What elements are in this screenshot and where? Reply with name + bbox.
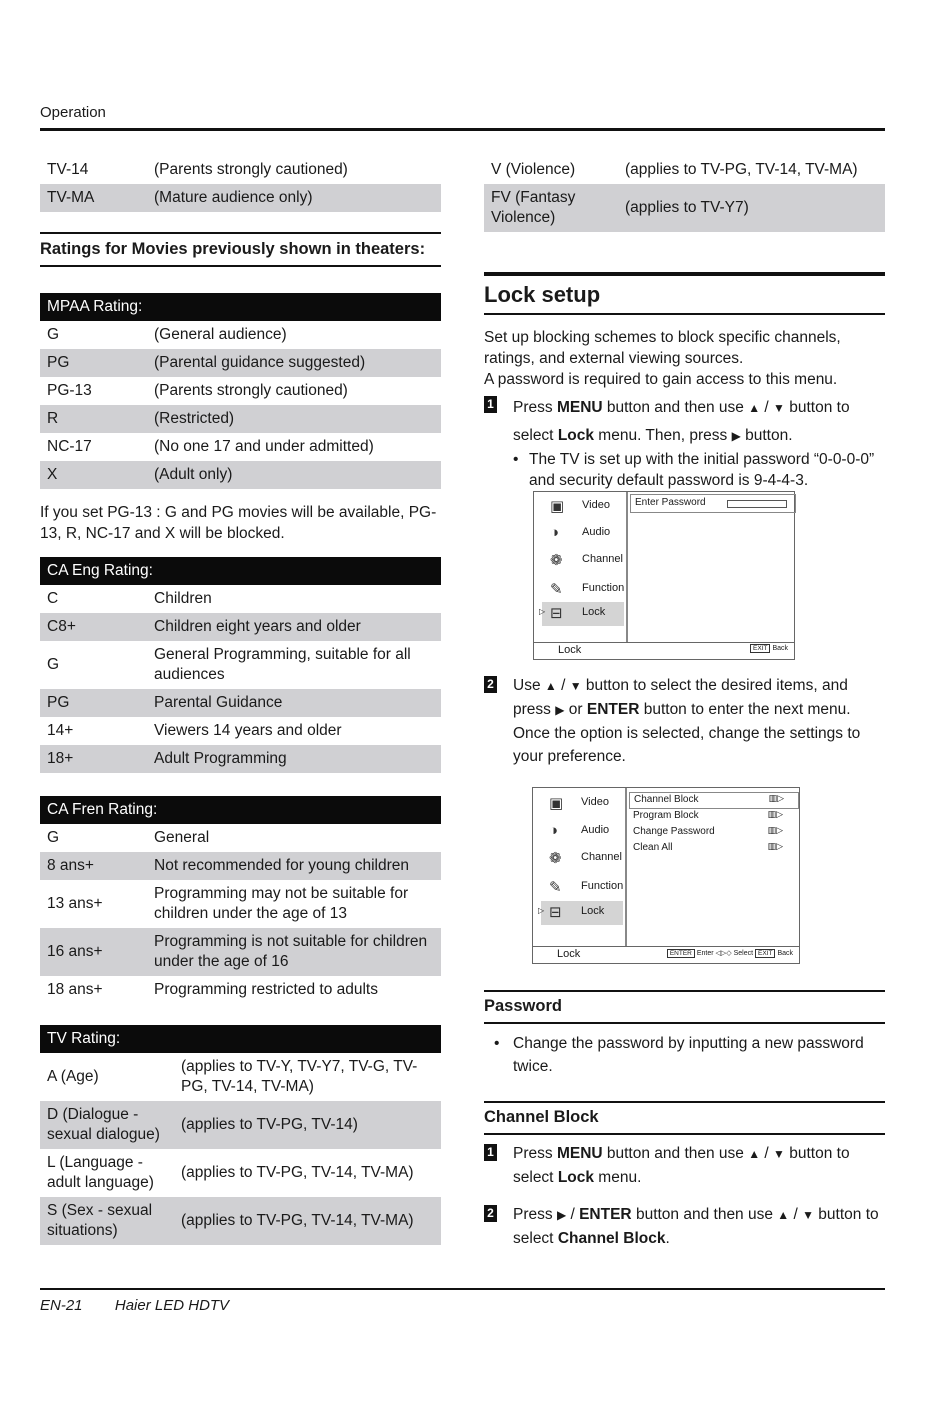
header-rule (40, 128, 885, 131)
video-icon: ▣ (550, 498, 565, 515)
lock-options-list (629, 790, 795, 860)
audio-icon: ◑ (550, 524, 560, 541)
enter-password-label: Enter Password (635, 497, 706, 508)
step-number: 1 (484, 1144, 497, 1161)
down-arrow-icon: ▼ (773, 401, 785, 415)
rating-desc: Adult Programming (147, 745, 441, 773)
text: Press (513, 399, 557, 416)
channel-icon: ❁ (549, 850, 562, 867)
right-arrow-icon: ▶ (556, 1208, 567, 1222)
password-note (494, 1032, 885, 1078)
ca-eng-table (40, 557, 441, 773)
text: button to select (513, 1145, 850, 1186)
arrow-icon: ▥▷ (767, 825, 783, 835)
enter-key: ENTER (586, 701, 640, 718)
rating-desc: (Parents strongly cautioned) (154, 382, 348, 399)
arrow-icon: ▥▷ (767, 809, 783, 819)
function-icon: ✎ (550, 581, 563, 598)
nav-arrows-icon: ◁▷◇ (715, 950, 732, 957)
up-arrow-icon: ▲ (748, 401, 761, 415)
menu-item-function: ✎ Function (549, 879, 624, 896)
menu-footer (534, 642, 794, 659)
menu-item-channel: ❁ Channel (549, 850, 622, 867)
password-field (727, 500, 787, 508)
menu-item-function: ✎ Function (550, 581, 625, 598)
tv-rating-table (40, 1025, 441, 1245)
text: button and then use (602, 1145, 749, 1162)
rating-desc: (applies to TV-Y7) (618, 184, 885, 232)
text: . (665, 1230, 670, 1247)
rating-desc: Programming may not be suitable for children under the age of 13 (154, 885, 409, 922)
up-arrow-icon: ▲ (544, 679, 557, 693)
down-arrow-icon: ▼ (569, 679, 582, 693)
section-label: Operation (40, 104, 106, 121)
pointer-icon: ▷ (539, 607, 546, 616)
enter-label: Enter (696, 950, 714, 957)
text: Press (513, 1145, 557, 1162)
rating-code: NC-17 (47, 438, 92, 455)
tv-rating-continued-table (484, 156, 885, 232)
lock-intro-text-2: A password is required to gain access to this menu. (484, 371, 838, 388)
rating-code: 14+ (47, 722, 74, 739)
enter-key: ENTER (667, 949, 695, 958)
select-label: Select (733, 950, 754, 957)
footer-label: Lock (557, 948, 581, 960)
rating-code: R (40, 405, 147, 433)
audio-icon: ◑ (549, 822, 559, 839)
page-footer (40, 1297, 229, 1314)
option-channel-block: Channel Block ▥▷ (629, 792, 799, 809)
rating-code: C8+ (40, 613, 147, 641)
rating-code: 18 ans+ (47, 981, 103, 998)
menu-item-lock: ▷ ⊟ Lock (541, 901, 623, 925)
menu-item-lock: ▷ ⊟ Lock (542, 602, 624, 626)
up-arrow-icon: ▲ (777, 1208, 790, 1222)
footer-label: Lock (558, 644, 582, 656)
step-number: 1 (484, 396, 497, 413)
rating-code: C (47, 590, 59, 607)
rating-code: TV-MA (40, 184, 147, 212)
pg13-note: If you set PG-13 : G and PG movies will be available, PG-13, R, NC-17 and X will be blocked. (40, 504, 437, 542)
back-label: Back (772, 645, 788, 652)
channel-block-step-1: 1 Press MENU button and then use ▲ / ▼ button to select Lock menu. (484, 1142, 885, 1189)
down-arrow-icon: ▼ (802, 1208, 814, 1222)
back-label: Back (777, 950, 793, 957)
lock-setup-title: Lock setup (484, 272, 885, 315)
rating-code: 13 ans+ (47, 895, 103, 912)
text: or (564, 701, 587, 718)
table-header: CA Fren Rating: (40, 796, 441, 824)
text: Press (513, 1206, 557, 1223)
function-icon: ✎ (549, 879, 562, 896)
rating-desc: Viewers 14 years and older (154, 722, 342, 739)
lock-menu: Lock (557, 427, 594, 444)
menu-key: MENU (556, 399, 603, 416)
option-clean-all: Clean All ▥▷ (633, 841, 783, 853)
text: button to select (513, 399, 850, 444)
bullet-icon: • (494, 1035, 500, 1052)
exit-key: EXIT (755, 949, 775, 958)
rating-code: PG (40, 349, 147, 377)
lock-icon: ⊟ (549, 904, 562, 921)
text: menu. Then, press (594, 427, 732, 444)
mpaa-table (40, 293, 441, 489)
page-number: EN-21 (40, 1297, 83, 1314)
down-arrow-icon: ▼ (773, 1147, 785, 1161)
rating-desc: (Parents strongly cautioned) (154, 161, 348, 178)
rating-code: G (47, 829, 60, 846)
text: button and then use (602, 399, 749, 416)
rating-desc: (applies to TV-Y, TV-Y7, TV-G, TV-PG, TV-14, TV-MA) (181, 1058, 418, 1095)
rating-code: FV (Fantasy Violence) (484, 184, 618, 232)
footer-rule (40, 1288, 885, 1290)
rating-code: G (47, 326, 60, 343)
rating-code: S (Sex - sexual situations) (40, 1197, 174, 1245)
right-arrow-icon: ▶ (555, 703, 565, 717)
footer-hints (667, 949, 793, 957)
rating-desc: (General audience) (154, 326, 287, 343)
pointer-icon: ▷ (538, 906, 545, 915)
menu-item-audio: ◑ Audio (549, 822, 610, 839)
channel-block-item: Channel Block (557, 1230, 666, 1247)
movies-heading: Ratings for Movies previously shown in theaters: (40, 232, 441, 267)
initial-password-note (513, 449, 885, 491)
option-program-block: Program Block ▥▷ (633, 809, 783, 821)
text: button and then use (631, 1206, 778, 1223)
rating-desc: General (154, 829, 210, 846)
text: button to select the desired items, and press (513, 677, 848, 718)
arrow-icon: ▥▷ (767, 841, 783, 851)
channel-block-step-2: 2 Press ▶ / ENTER button and then use ▲ / ▼ button to select Channel Block. (484, 1203, 885, 1250)
lock-intro (484, 327, 885, 390)
rating-desc: (applies to TV-PG, TV-14, TV-MA) (625, 161, 858, 178)
rating-desc: (applies to TV-PG, TV-14) (174, 1101, 441, 1149)
rating-code: V (Violence) (491, 161, 576, 178)
lock-menu-screen-1 (533, 491, 795, 660)
rating-code: L (Language - adult language) (47, 1154, 154, 1191)
table-header: MPAA Rating: (40, 293, 441, 321)
product-name: Haier LED HDTV (114, 1297, 230, 1314)
rating-code: X (40, 461, 147, 489)
exit-key: EXIT (750, 644, 770, 653)
lock-intro-text: Set up blocking schemes to block specific channels, ratings, and external viewing sources. (484, 329, 841, 367)
up-arrow-icon: ▲ (748, 1147, 761, 1161)
menu-sidebar (533, 788, 627, 947)
rating-desc: Parental Guidance (147, 689, 441, 717)
text: button. (740, 427, 793, 444)
rating-desc: (Mature audience only) (147, 184, 441, 212)
menu-item-audio: ◑ Audio (550, 524, 611, 541)
rating-code: TV-14 (47, 161, 89, 178)
table-header: TV Rating: (40, 1025, 441, 1053)
menu-item-video: ▣ Video (550, 498, 610, 515)
rating-code: 16 ans+ (40, 928, 147, 976)
video-icon: ▣ (549, 795, 564, 812)
menu-item-channel: ❁ Channel (550, 552, 623, 569)
step-2: 2 Use ▲ / ▼ button to select the desired items, and press ▶ or ENTER button to enter the next menu. Once the option is selected, change the settings to your preference. (484, 674, 885, 768)
option-change-password: Change Password ▥▷ (633, 825, 783, 837)
channel-block-heading: Channel Block (484, 1101, 885, 1135)
rating-desc: (applies to TV-PG, TV-14, TV-MA) (174, 1197, 441, 1245)
rating-code: G (47, 656, 60, 673)
menu-key: MENU (556, 1145, 603, 1162)
arrow-icon: ▥▷ (768, 793, 784, 803)
channel-icon: ❁ (550, 552, 563, 569)
step-1: 1 Press MENU button and then use ▲ / ▼ button to select Lock menu. Then, press ▶ button. (484, 394, 885, 450)
footer-hints (750, 645, 788, 652)
rating-desc: Programming is not suitable for children under the age of 16 (147, 928, 441, 976)
enter-password-row (630, 494, 796, 513)
step-number: 2 (484, 1205, 497, 1222)
text: menu. (594, 1169, 642, 1186)
lock-menu: Lock (557, 1169, 594, 1186)
enter-key: ENTER (579, 1206, 632, 1223)
rating-code: D (Dialogue - sexual dialogue) (40, 1101, 174, 1149)
text: / (566, 1206, 580, 1223)
rating-desc: (Restricted) (147, 405, 441, 433)
rating-desc: (applies to TV-PG, TV-14, TV-MA) (181, 1164, 414, 1181)
bullet-text: The TV is set up with the initial password “0-0-0-0” and security default password is 9-4-4-3. (529, 451, 875, 489)
rating-code: 8 ans+ (40, 852, 147, 880)
rating-desc: Children eight years and older (147, 613, 441, 641)
rating-code: A (Age) (47, 1068, 99, 1085)
step-number: 2 (484, 676, 497, 693)
menu-sidebar (534, 492, 628, 643)
rating-code: PG-13 (47, 382, 92, 399)
text: Use (513, 677, 545, 694)
bullet-text: Change the password by inputting a new password twice. (513, 1035, 864, 1075)
menu-footer (533, 946, 799, 963)
rating-desc: (Parental guidance suggested) (147, 349, 441, 377)
table-header: CA Eng Rating: (40, 557, 441, 585)
lock-icon: ⊟ (550, 605, 563, 622)
tv-continued-table (40, 156, 441, 212)
ca-fren-table (40, 796, 441, 1004)
rating-desc: Programming restricted to adults (154, 981, 378, 998)
rating-desc: Not recommended for young children (147, 852, 441, 880)
rating-code: PG (40, 689, 147, 717)
lock-menu-screen-2 (532, 787, 800, 964)
rating-desc: Children (154, 590, 212, 607)
bullet-icon: • (513, 451, 519, 468)
menu-item-video: ▣ Video (549, 795, 609, 812)
password-heading: Password (484, 990, 885, 1024)
text: button to select (513, 1206, 879, 1247)
right-arrow-icon: ▶ (731, 429, 741, 443)
rating-code: 18+ (40, 745, 147, 773)
rating-desc: (No one 17 and under admitted) (154, 438, 374, 455)
rating-desc: (Adult only) (147, 461, 441, 489)
text: button to enter the next menu. Once the option is selected, change the settings to your preference. (513, 701, 861, 765)
rating-desc: General Programming, suitable for all audiences (154, 646, 411, 683)
